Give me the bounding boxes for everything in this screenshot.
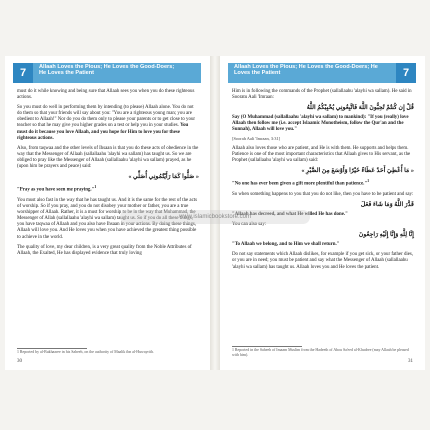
arabic-verse: قُلْ إِن كُنتُمْ تُحِبُّونَ اللَّهَ فَاتَّبِعُونِي يُحْبِبْكُمُ اللَّهُ (306, 104, 414, 112)
arabic-phrase: قَدَّرَ اللَّهُ وَمَا شَاءَ فَعَلَ (360, 200, 414, 208)
chapter-number-badge: 7 (396, 63, 416, 83)
arabic-phrase: إِنَّا لِلَّهِ وَإِنَّا إِلَيْهِ رَاجِعُونَ (358, 231, 414, 239)
quote-text: "No one has ever been given a gift more plentiful than patience." (232, 181, 368, 187)
chapter-header-bar (13, 63, 201, 83)
paragraph: Do not say statements which Allaah dislikes, for example if you get sick, or your father dies, or you are in need; you must be patient and say what the Messenger of Allaah (sallallaahu 'alayhi wa sallam) has taught us. Allaah loves you and He loves the patient. (232, 252, 414, 270)
chapter-number-badge: 7 (13, 63, 33, 83)
bold-text: You must do it because you love Allaah, and you hope for Him to love you for these righteous actions. (17, 123, 189, 141)
arabic-hadith: « صَلُّوا كَمَا رَأَيْتُمُونِي أُصَلِّي » (128, 173, 199, 181)
hadith-translation (232, 178, 414, 188)
watermark: www.islamicbookstore.com (120, 210, 310, 224)
page-body (232, 89, 414, 275)
chapter-header-bar (228, 63, 416, 83)
page-number: 30 (17, 359, 22, 364)
footnote: 1 Reported in the Saheeh of Imaam Muslim from the Hadeeth of Abou Sa'eed al-Khudree (may Allaah be pleased with him). (232, 348, 409, 357)
footnote-divider (17, 348, 87, 349)
verse-translation: Say (O Muhammad (sallallaahu 'alayhi wa sallam) to mankind): "If you (really) love Allaah then follow me (i.e. accept Islaamic Monotheism, follow the Qur'an and the Sunnah), Allaah will love you." (232, 115, 409, 133)
footnote-marker: 1 (367, 178, 370, 184)
paragraph-text: So you must do well in performing them by intending (to please) Allaah alone. You do not do them so that your friends will say about you: "You are a righteous young man; you are obedient to Allaah!" Nor do you do them only to please your parents or to get close to your teacher so that he may give you higher grades on a test or help you in your studies. (17, 105, 196, 129)
footnote-marker: 1 (94, 184, 97, 190)
paragraph: must do it while knowing and being sure that Allaah sees you when you do these righteous actions. (17, 89, 195, 101)
quote-text: "Pray as you have seen me praying." (17, 187, 95, 193)
paragraph: So when something happens to you that you do not like, then you have to be patient and say: (232, 191, 414, 197)
page-number: 31 (408, 359, 413, 364)
paragraph: You must also fast in the way that he has taught us. And it is the same for the rest of the acts of worship. So if you pray, and you do not disobey your mother or father, you are a true worshipper of Allaah. Rather, it is a must for worship to be in the way that Muhammad, the Messenger of Allah (sallallaahu 'alayhi wa sallam) taught us. So if you do all these things, you have taqwaa of Allaah and you also have Ihsaan in your actions. By doing these things, Allaah will love you. And He loves you when you have achieved the greatest thing possible to achieve in the world. (17, 197, 198, 240)
verse-reference: [Soorah Aali 'Imraan, 3:31] (232, 135, 281, 141)
chapter-title: Allaah Loves the Pious; He Loves the Good-Doers; He Loves the Patient (234, 64, 378, 77)
footnote: 1 Reported by al-Bukhaaree in his Saheeh, on the authority of Maalik ibn al-Huwayrith. (17, 350, 154, 354)
paragraph: Also, from taqwaa and the other levels of Ihsaan is that you do these acts of obedience in the way that the Messenger of Allaah (sallallaahu 'alayhi wa sallam) has taught us. So we are obliged to pray like the Messenger of Allaah (sallallaahu 'alayhi wa sallam) prayed, as he (upon him be prayers and peace) said: (17, 145, 199, 170)
arabic-hadith: « مَا أُعْطِيَ أَحَدٌ عَطَاءً خَيْرًا وَأَوْسَعَ مِنَ الصَّبْرِ » (301, 166, 414, 174)
footnote-divider (232, 346, 302, 347)
paragraph: Allaah also loves those who are patient, and He is with them. He supports and helps them. Patience is one of the most important characteristics that Allaah gives to His servant, as the Prophet (sallallaahu 'alayhi wa sallam) said: (232, 145, 411, 163)
paragraph: Him is in following the commands of the Prophet (sallallaahu 'alayhi wa sallam). He said in Sooratu Aali 'Imraan: (232, 89, 412, 101)
page-body (17, 89, 199, 261)
paragraph (17, 105, 199, 142)
hadith-translation (17, 184, 199, 194)
phrase-translation: "Allaah has decreed, and what He willed He has done." (232, 211, 348, 217)
paragraph: You can also say: (232, 222, 267, 228)
chapter-title: Allaah Loves the Pious; He Loves the Good-Doers; He Loves the Patient (39, 64, 175, 77)
phrase-translation: "To Allaah we belong, and to Him we shall return." (232, 242, 340, 248)
paragraph: The quality of love, my dear children, is a very great quality from the Noble Attributes of Allaah, the Exalted, He has displayed evidence that truly loving (17, 244, 192, 256)
